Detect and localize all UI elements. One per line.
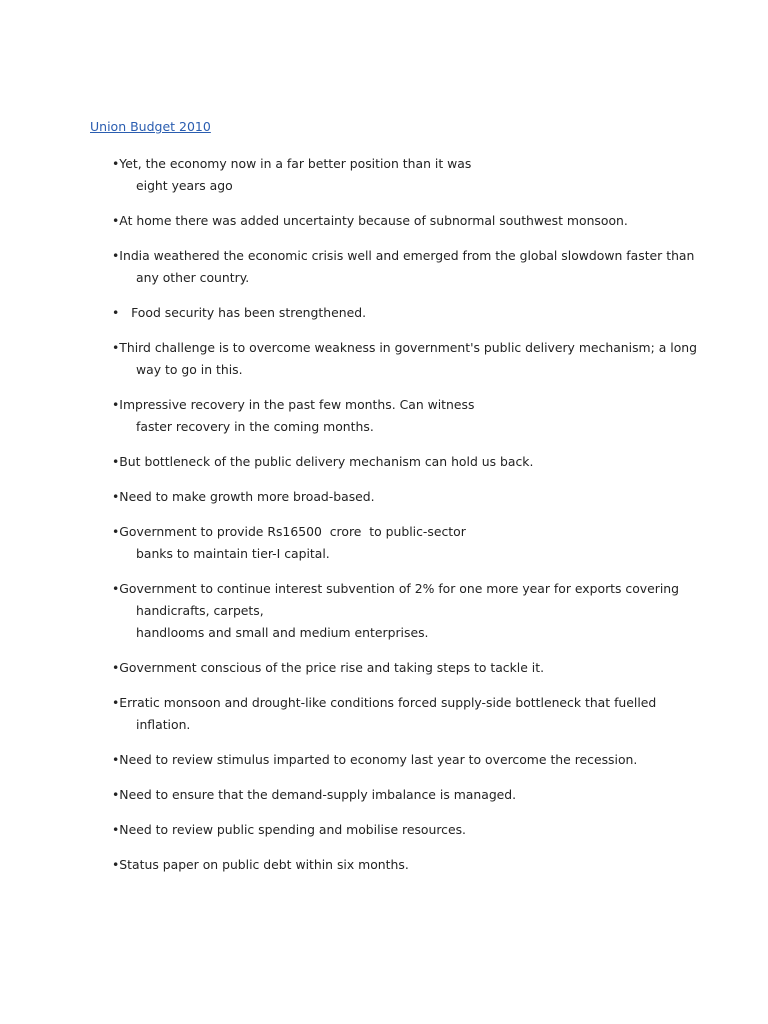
bullet-text: •Need to ensure that the demand-supply imbalance is managed. (112, 787, 517, 802)
document-title-link[interactable]: Union Budget 2010 (90, 119, 211, 134)
bullet-text: •Erratic monsoon and drought-like conditions forced supply-side bottleneck that fuelled (112, 695, 657, 710)
bullet-text: • Food security has been strengthened. (112, 305, 367, 320)
bullet-text: •Impressive recovery in the past few months. Can witness (112, 397, 475, 412)
bullet-item (112, 245, 712, 289)
bullet-text-continuation: faster recovery in the coming months. (136, 419, 374, 434)
bullet-text: •At home there was added uncertainty because of subnormal southwest monsoon. (112, 213, 628, 228)
bullet-item (112, 784, 712, 806)
bullet-item (112, 692, 712, 736)
bullet-text: •Government to continue interest subvention of 2% for one more year for exports covering (112, 581, 680, 596)
bullet-text: •Status paper on public debt within six months. (112, 857, 409, 872)
bullet-item (112, 451, 712, 473)
bullet-text: •But bottleneck of the public delivery mechanism can hold us back. (112, 454, 534, 469)
bullet-item (112, 302, 712, 324)
bullet-item (112, 578, 712, 644)
bullet-text-continuation: handlooms and small and medium enterprises. (136, 625, 429, 640)
bullet-text-continuation: handicrafts, carpets, (136, 603, 264, 618)
bullet-text-continuation: way to go in this. (136, 362, 243, 377)
bullet-text-continuation: any other country. (136, 270, 250, 285)
bullet-text-continuation: banks to maintain tier-I capital. (136, 546, 330, 561)
bullet-text: •Need to review stimulus imparted to economy last year to overcome the recession. (112, 752, 638, 767)
bullet-text: •Third challenge is to overcome weakness in government's public delivery mechanism; a long (112, 340, 697, 355)
bullet-item (112, 486, 712, 508)
bullet-item (112, 337, 712, 381)
bullet-text-continuation: inflation. (136, 717, 191, 732)
bullet-item (112, 749, 712, 771)
bullet-item (112, 819, 712, 841)
bullet-list (112, 153, 712, 889)
bullet-text: •Need to make growth more broad-based. (112, 489, 375, 504)
bullet-text: •Government to provide Rs16500 crore to public-sector (112, 524, 466, 539)
bullet-text: •India weathered the economic crisis well and emerged from the global slowdown faster than (112, 248, 695, 263)
bullet-item (112, 153, 712, 197)
bullet-item (112, 854, 712, 876)
bullet-item (112, 210, 712, 232)
bullet-item (112, 521, 712, 565)
bullet-text: •Government conscious of the price rise and taking steps to tackle it. (112, 660, 545, 675)
bullet-text: •Need to review public spending and mobilise resources. (112, 822, 466, 837)
bullet-item (112, 657, 712, 679)
bullet-text-continuation: eight years ago (136, 178, 233, 193)
bullet-item (112, 394, 712, 438)
bullet-text: •Yet, the economy now in a far better position than it was (112, 156, 472, 171)
